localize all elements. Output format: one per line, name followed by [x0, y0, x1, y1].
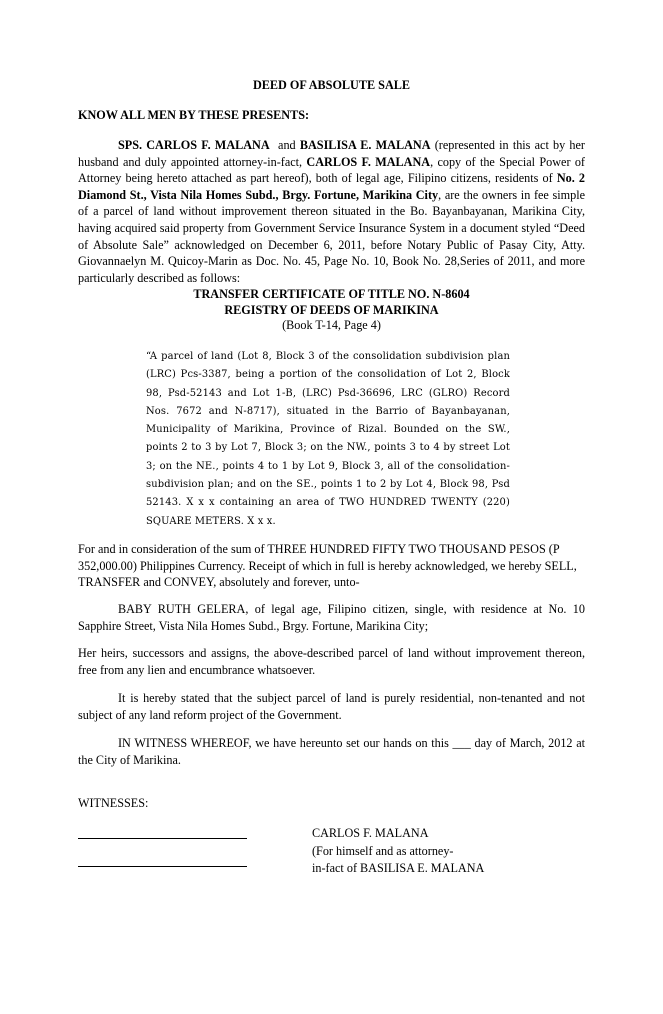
document-title: DEED OF ABSOLUTE SALE — [252, 78, 410, 92]
attorney-in-fact: CARLOS F. MALANA — [306, 154, 431, 169]
salutation: KNOW ALL MEN BY THESE PRESENTS: — [78, 108, 310, 122]
witnesses-label: WITNESSES: — [78, 796, 149, 810]
signatory-capacity-1: (For himself and as attorney- — [312, 843, 454, 858]
title-certificate-block — [78, 287, 585, 334]
witness-clause: IN WITNESS WHEREOF, we have hereunto set our hands on this ___ day of March, 2012 at the City of Marikina. — [78, 736, 585, 767]
seller-2: BASILISA E. MALANA — [299, 138, 431, 152]
signatory-block — [312, 825, 484, 878]
signatory-capacity-2: in-fact of BASILISA E. MALANA — [312, 861, 485, 876]
consideration-paragraph: For and in consideration of the sum of THREE HUNDRED FIFTY TWO THOUSAND PESOS (P 352,000.00) Philippines Currency. Receipt of which in full is hereby acknowledged, we hereby SELL, TRANSFER and CONVEY, absolutely and forever, unto- — [78, 542, 577, 590]
technical-description: “A parcel of land (Lot 8, Block 3 of the consolidation subdivision plan (LRC) Pcs-3387, being a portion of the consolidation of Lot 2, Block 98, Psd-52143 and Lot 1-B, (LRC) Psd-36696, LRC (GLRO) Record Nos. 7672 and N-8717), situated in the Barrio of Bayanbayanan, Municipality of Marikina, Province of Rizal. Bounded on the SW., points 2 to 3 by Lot 7, Block 3; on the NW., points 3 to 4 by street Lot 3; on the NE., points 4 to 1 by Lot 9, Block 3, all of the consolidation-subdivision plan; and on the SE., points 1 to 2 by Lot 4, Block 98, Psd 52143. X x x containing an area of TWO HUNDRED TWENTY (220) SQUARE METERS. X x x. — [146, 351, 510, 527]
parties-paragraph: SPS. CARLOS F. MALANA and BASILISA E. MALANA (represented in this act by her husband and duly appointed attorney-in-fact, CARLOS F. MALANA, copy of the Special Power of Attorney being hereto attached as part hereof), both of legal age, Filipino citizens, residents of No. 2 Diamond St., Vista Nila Homes Subd., Brgy. Fortune, Marikina City, are the owners in fee simple of a parcel of land without improvement thereon situated in the Bo. Bayanbayanan, Marikina City, having acquired said property from Government Service Insurance System in a document styled “Deed of Absolute Sale” acknowledged on December 6, 2011, before Notary Public of Pasay City, Atty. Giovannaelyn M. Quicoy-Marin as Doc. No. 45, Page No. 10, Book No. 28,Series of 2011, and more particularly described as follows: — [78, 138, 586, 285]
witness-signature-line-1 — [78, 838, 247, 839]
seller-1: SPS. CARLOS F. MALANA — [118, 138, 270, 152]
tct-number: TRANSFER CERTIFICATE OF TITLE NO. N-8604 — [193, 287, 470, 301]
heirs-paragraph: Her heirs, successors and assigns, the above-described parcel of land without improvement thereon, free from any lien and encumbrance whatsoever. — [78, 646, 585, 677]
seller-address: No. 2 Diamond St., Vista Nila Homes Subd., Brgy. Fortune, Marikina City — [78, 171, 585, 202]
buyer-paragraph: BABY RUTH GELERA, of legal age, Filipino citizen, single, with residence at No. 10 Sapphire Street, Vista Nila Homes Subd., Brgy. Fortune, Marikina City; — [78, 602, 585, 633]
witness-signature-line-2 — [78, 866, 247, 867]
book-page: (Book T-14, Page 4) — [282, 318, 381, 332]
signatory-name: CARLOS F. MALANA — [312, 826, 429, 840]
residential-paragraph: It is hereby stated that the subject parcel of land is purely residential, non-tenanted and not subject of any land reform project of the Government. — [78, 691, 585, 722]
registry: REGISTRY OF DEEDS OF MARIKINA — [224, 302, 439, 317]
